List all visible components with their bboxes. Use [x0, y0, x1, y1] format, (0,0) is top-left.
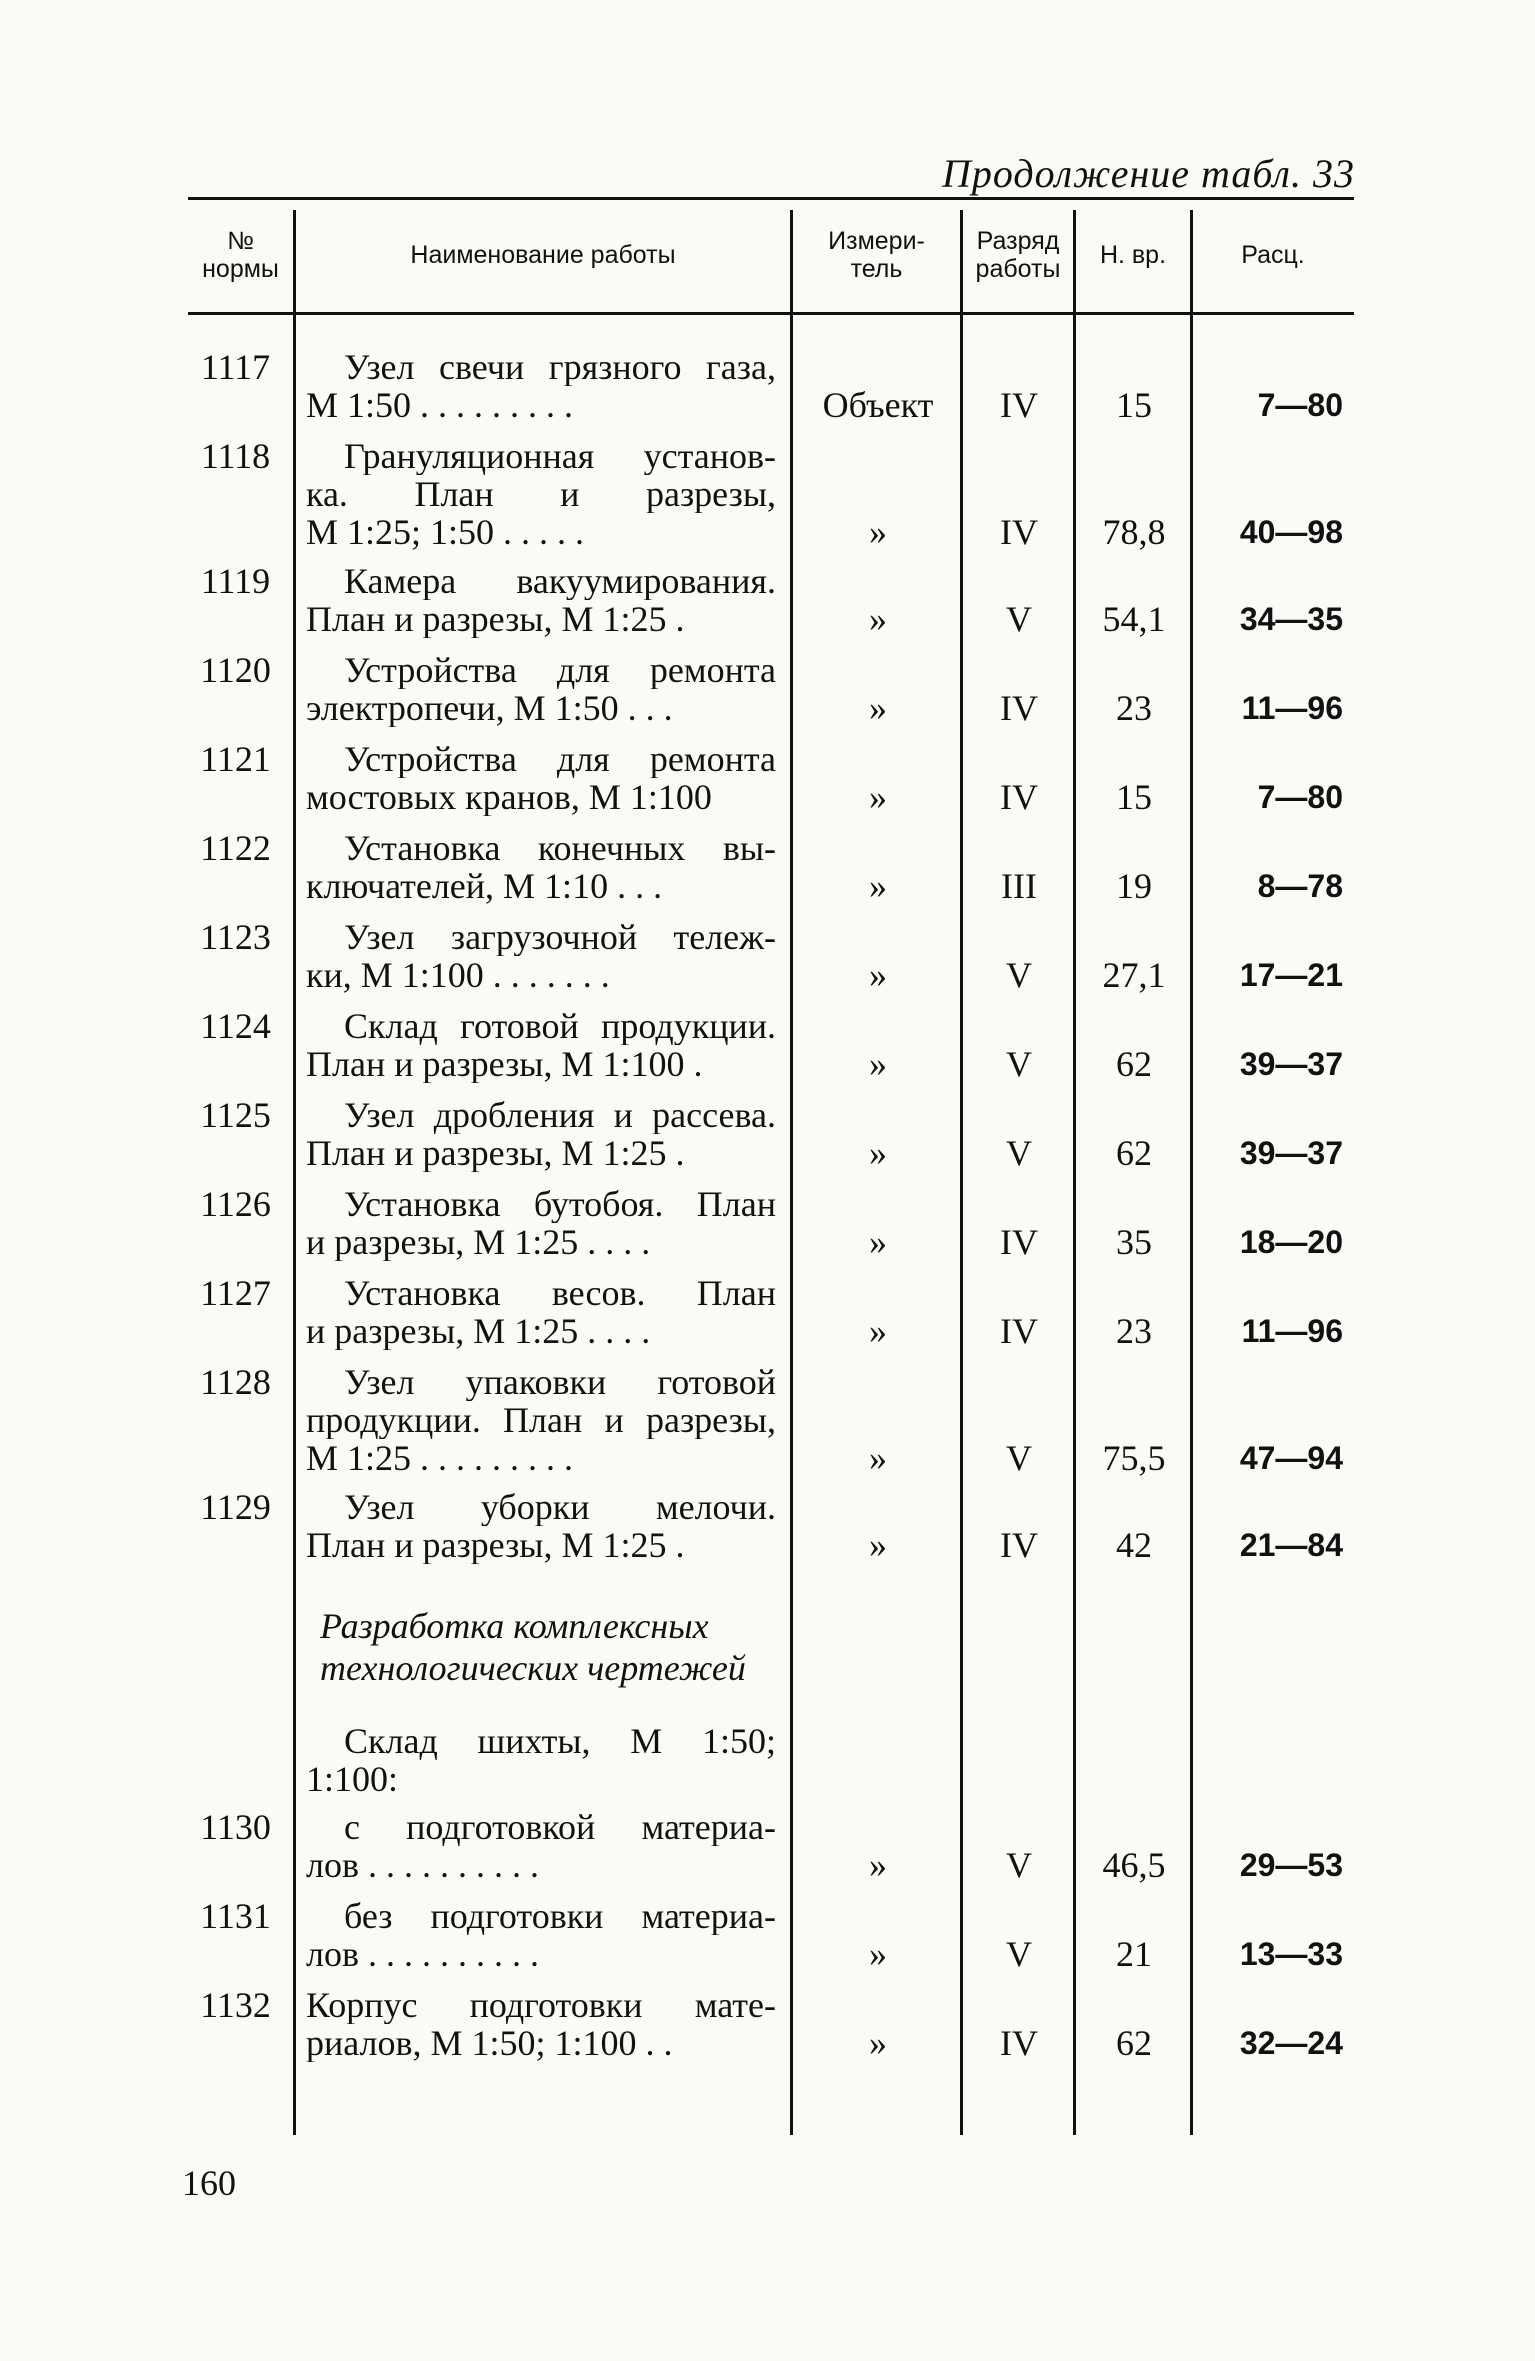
work-name — [306, 740, 776, 816]
work-grade: V — [1006, 1044, 1032, 1084]
rate-value: 18—20 — [1239, 1224, 1343, 1260]
measure-unit: » — [869, 1311, 887, 1351]
norm-number: 1123 — [200, 917, 271, 957]
norm-number: 1128 — [200, 1362, 271, 1402]
page-header: Продолжение табл. 33 — [941, 151, 1355, 196]
time-norm: 35 — [1116, 1222, 1152, 1262]
table-row — [0, 1488, 1535, 1564]
measure-unit: Объект — [822, 385, 934, 425]
work-grade: V — [1006, 955, 1032, 995]
table-row — [0, 1007, 1535, 1083]
measure-unit: » — [869, 1845, 887, 1885]
rate-value: 7—80 — [1257, 387, 1343, 423]
work-name — [306, 437, 776, 551]
table-row — [0, 437, 1535, 551]
col-header-grade: Разряд работы — [975, 227, 1061, 283]
table-row — [0, 1363, 1535, 1477]
work-name — [306, 918, 776, 994]
work-name-line: лов . . . . . . . . . . — [306, 1935, 539, 1973]
rate-value: 8—78 — [1257, 868, 1343, 904]
work-name-line: Установка весов. План — [344, 1274, 776, 1312]
work-name — [306, 1185, 776, 1261]
time-norm: 23 — [1116, 1311, 1152, 1351]
table-row — [0, 1096, 1535, 1172]
rate-value: 29—53 — [1239, 1847, 1343, 1883]
norm-number: 1131 — [200, 1896, 271, 1936]
work-grade: IV — [1000, 1222, 1038, 1262]
table-row — [0, 1986, 1535, 2062]
table-row — [0, 740, 1535, 816]
time-norm: 21 — [1116, 1934, 1152, 1974]
work-name-line: Узел свечи грязного газа, — [344, 348, 776, 386]
work-name — [306, 1808, 776, 1884]
table-header-rule — [188, 312, 1354, 315]
rate-value: 17—21 — [1239, 957, 1343, 993]
work-name-line: без подготовки материа- — [344, 1897, 776, 1935]
table-row — [0, 1897, 1535, 1973]
work-name-line: Узел уборки мелочи. — [344, 1488, 776, 1526]
work-name-line: План и разрезы, М 1:25 . — [306, 1526, 685, 1564]
work-name-line: ка. План и разрезы, — [306, 475, 776, 513]
norm-number: 1125 — [200, 1095, 271, 1135]
work-name — [306, 1986, 776, 2062]
work-name-line: лов . . . . . . . . . . — [306, 1846, 539, 1884]
work-name — [306, 1274, 776, 1350]
work-name-line: Узел упаковки готовой — [344, 1363, 776, 1401]
rate-value: 7—80 — [1257, 779, 1343, 815]
work-grade: V — [1006, 1845, 1032, 1885]
work-grade: IV — [1000, 1311, 1038, 1351]
work-name — [306, 1007, 776, 1083]
col-header-name: Наименование работы — [410, 241, 676, 269]
work-name-line: Камера вакуумирования. — [344, 562, 776, 600]
col-header-norm-no: № нормы — [202, 227, 279, 283]
table-row — [0, 1274, 1535, 1350]
rate-value: 39—37 — [1239, 1046, 1343, 1082]
norm-number: 1127 — [200, 1273, 271, 1313]
work-name — [306, 348, 776, 424]
time-norm: 78,8 — [1102, 512, 1166, 552]
work-name-line: Установка бутобоя. План — [344, 1185, 776, 1223]
work-name-line: Склад готовой продукции. — [344, 1007, 776, 1045]
work-name-line: Узел загрузочной тележ- — [344, 918, 776, 956]
time-norm: 42 — [1116, 1525, 1152, 1565]
time-norm: 23 — [1116, 688, 1152, 728]
time-norm: 15 — [1116, 385, 1152, 425]
norm-number: 1120 — [200, 650, 271, 690]
measure-unit: » — [869, 512, 887, 552]
rate-value: 47—94 — [1239, 1440, 1343, 1476]
work-name-line: ки, М 1:100 . . . . . . . — [306, 956, 610, 994]
work-grade: IV — [1000, 777, 1038, 817]
norm-number: 1132 — [200, 1985, 271, 2025]
work-name-line: Устройства для ремонта — [344, 740, 776, 778]
work-name-line: План и разрезы, М 1:100 . — [306, 1045, 703, 1083]
group-heading — [0, 1722, 1535, 1798]
table-row — [0, 651, 1535, 727]
work-name — [306, 1363, 776, 1477]
work-name-line: Узел дробления и рассева. — [344, 1096, 776, 1134]
table-row — [0, 562, 1535, 638]
norm-number: 1121 — [200, 739, 271, 779]
norm-number: 1124 — [200, 1006, 271, 1046]
norm-number: 1118 — [200, 436, 271, 476]
work-name-line: электропечи, М 1:50 . . . — [306, 689, 673, 727]
work-name-line: продукции. План и разрезы, — [306, 1401, 776, 1439]
work-name-line: Устройства для ремонта — [344, 651, 776, 689]
work-name-line: ключателей, М 1:10 . . . — [306, 867, 663, 905]
time-norm: 54,1 — [1102, 599, 1166, 639]
work-grade: V — [1006, 1133, 1032, 1173]
work-name-line: М 1:25; 1:50 . . . . . — [306, 513, 585, 551]
work-grade: IV — [1000, 688, 1038, 728]
table-row — [0, 1185, 1535, 1261]
section-title: Разработка комплексных технологических чертежей — [320, 1606, 746, 1688]
work-name-line: и разрезы, М 1:25 . . . . — [306, 1223, 651, 1261]
work-name-line: М 1:50 . . . . . . . . . — [306, 386, 574, 424]
work-name-line: Грануляционная установ- — [344, 437, 776, 475]
norm-number: 1122 — [200, 828, 271, 868]
work-name-line: мостовых кранов, М 1:100 — [306, 778, 712, 816]
measure-unit: » — [869, 955, 887, 995]
work-name-line: План и разрезы, М 1:25 . — [306, 1134, 685, 1172]
norm-number: 1126 — [200, 1184, 271, 1224]
rate-value: 11—96 — [1241, 690, 1343, 726]
table-row — [0, 918, 1535, 994]
measure-unit: » — [869, 866, 887, 906]
work-name — [306, 1096, 776, 1172]
col-header-hours: Н. вр. — [1099, 241, 1167, 269]
measure-unit: » — [869, 1222, 887, 1262]
page-number: 160 — [182, 2163, 236, 2203]
measure-unit: » — [869, 2023, 887, 2063]
work-name — [306, 562, 776, 638]
time-norm: 62 — [1116, 2023, 1152, 2063]
norm-number: 1119 — [200, 561, 271, 601]
measure-unit: » — [869, 599, 887, 639]
work-grade: V — [1006, 1438, 1032, 1478]
work-grade: V — [1006, 599, 1032, 639]
norm-number: 1129 — [200, 1487, 271, 1527]
work-name — [306, 829, 776, 905]
work-grade: IV — [1000, 2023, 1038, 2063]
time-norm: 75,5 — [1102, 1438, 1166, 1478]
time-norm: 15 — [1116, 777, 1152, 817]
rate-value: 40—98 — [1239, 514, 1343, 550]
rate-value: 32—24 — [1239, 2025, 1343, 2061]
work-grade: V — [1006, 1934, 1032, 1974]
group-heading-line: 1:100: — [306, 1760, 399, 1798]
work-name-line: риалов, М 1:50; 1:100 . . — [306, 2024, 673, 2062]
group-heading-line: Склад шихты, М 1:50; — [344, 1722, 776, 1760]
work-grade: III — [1001, 866, 1037, 906]
rate-value: 34—35 — [1239, 601, 1343, 637]
measure-unit: » — [869, 777, 887, 817]
measure-unit: » — [869, 1044, 887, 1084]
work-name-line: и разрезы, М 1:25 . . . . — [306, 1312, 651, 1350]
measure-unit: » — [869, 688, 887, 728]
table-row — [0, 1808, 1535, 1884]
time-norm: 19 — [1116, 866, 1152, 906]
norm-number: 1117 — [200, 347, 271, 387]
rate-value: 13—33 — [1239, 1936, 1343, 1972]
col-header-rate: Расц. — [1241, 241, 1305, 269]
measure-unit: » — [869, 1438, 887, 1478]
work-name — [306, 1488, 776, 1564]
work-grade: IV — [1000, 1525, 1038, 1565]
time-norm: 27,1 — [1102, 955, 1166, 995]
rate-value: 21—84 — [1239, 1527, 1343, 1563]
table-row — [0, 348, 1535, 424]
work-name — [306, 651, 776, 727]
time-norm: 46,5 — [1102, 1845, 1166, 1885]
time-norm: 62 — [1116, 1044, 1152, 1084]
time-norm: 62 — [1116, 1133, 1152, 1173]
work-grade: IV — [1000, 385, 1038, 425]
table-row — [0, 829, 1535, 905]
norm-number: 1130 — [200, 1807, 271, 1847]
work-name-line: Корпус подготовки мате- — [306, 1986, 776, 2024]
rate-value: 39—37 — [1239, 1135, 1343, 1171]
col-header-measure: Измери- тель — [828, 227, 925, 283]
work-name-line: Установка конечных вы- — [344, 829, 776, 867]
measure-unit: » — [869, 1133, 887, 1173]
work-name-line: План и разрезы, М 1:25 . — [306, 600, 685, 638]
work-name — [306, 1897, 776, 1973]
measure-unit: » — [869, 1934, 887, 1974]
work-name-line: с подготовкой материа- — [344, 1808, 776, 1846]
rate-value: 11—96 — [1241, 1313, 1343, 1349]
measure-unit: » — [869, 1525, 887, 1565]
work-grade: IV — [1000, 512, 1038, 552]
work-name-line: М 1:25 . . . . . . . . . — [306, 1439, 574, 1477]
